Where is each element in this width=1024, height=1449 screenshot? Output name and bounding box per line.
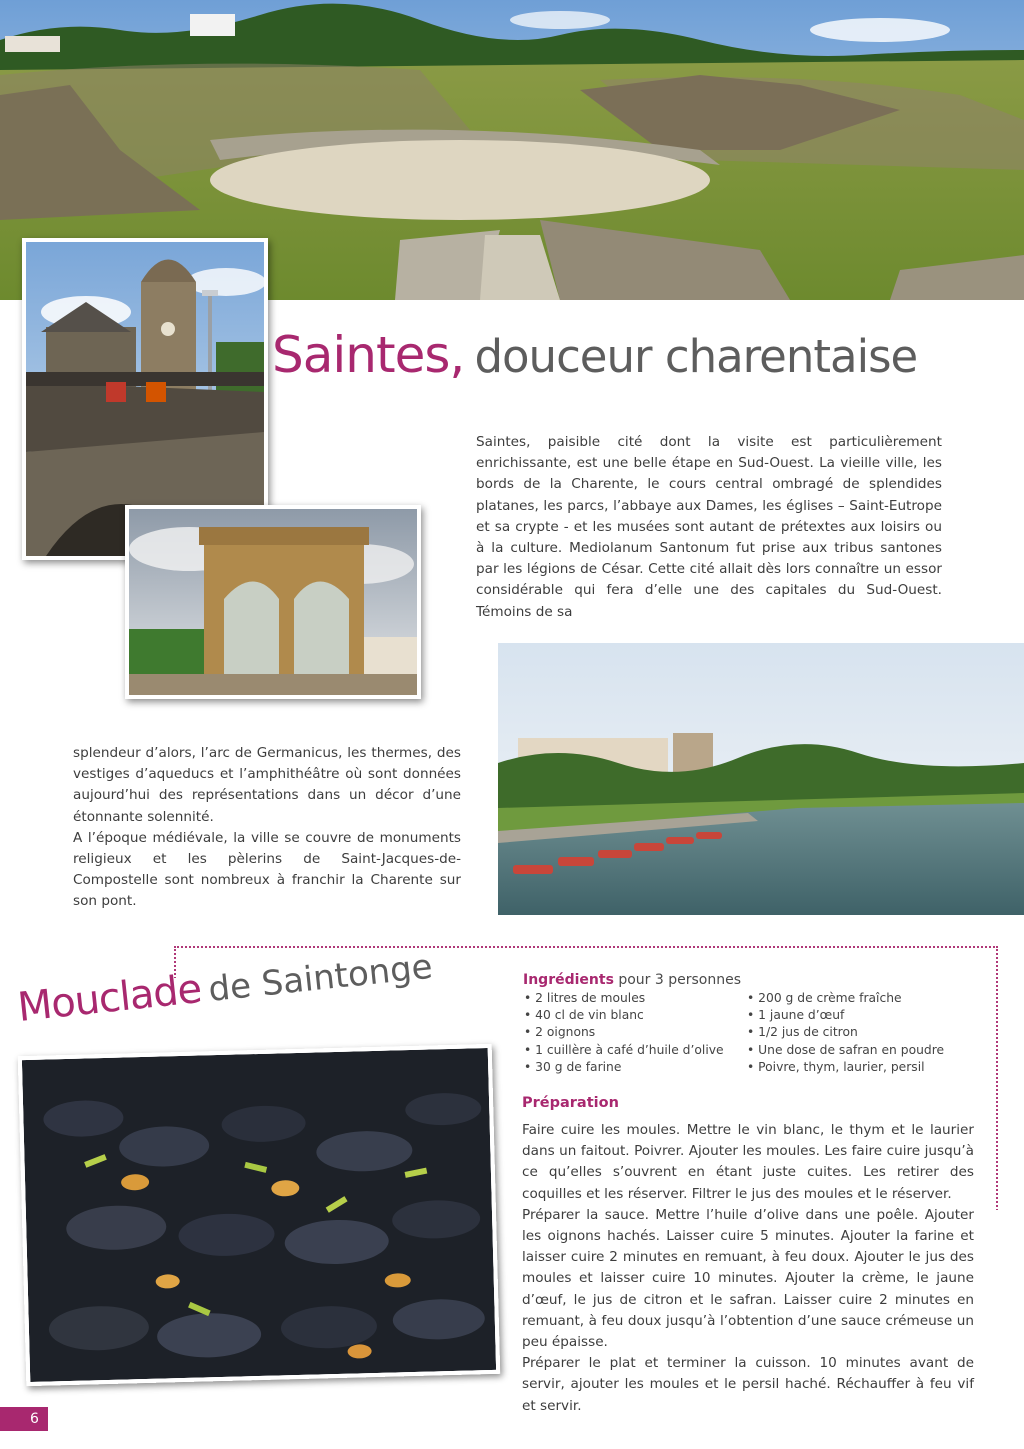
ingredient-item: • 30 g de farine	[524, 1059, 724, 1076]
intro-paragraph: Saintes, paisible cité dont la visite est particulièrement enrichissante, est une belle étape en Sud-Ouest. La vieille ville, les bords de la Charente, le cours central ombragé de splendides platanes, les parcs, l’abbaye aux Dames, les églises – Saint-Eutrope et sa crypte - et les musées sont autant de prétextes aux loisirs ou à la culture. Mediolanum Santonum fut prise aux tribus santones par les légions de César. Cette cité allait dès lors connaître un essor considérable qui fera d’elle une des capitales du Sud-Ouest. Témoins de sa	[476, 434, 942, 620]
ingredient-item: • 200 g de crème fraîche	[747, 990, 944, 1007]
ingredients-list-2	[747, 990, 944, 1076]
intro-paragraph-2: splendeur d’alors, l’arc de Germanicus, les thermes, des vestiges d’aqueducs et l’amphithéâtre où sont données aujourd’hui des représentations dans un décor d’une étonnante solennité.	[73, 745, 461, 825]
preparation-step: Préparer la sauce. Mettre l’huile d’olive dans une poêle. Ajouter les oignons hachés. Laisser cuire 5 minutes. Ajouter la farine et laisser cuire 2 minutes en remuant, à feu doux. Ajouter le jus des moules et laisser cuire 10 minutes. Ajouter la crème, le jaune d’œuf, le jus de citron et le safran. Laisser cuire 2 minutes en remuant, à feu doux jusqu’à l’obtention d’une sauce crémeuse un peu épaisse.	[522, 1206, 974, 1351]
intro-paragraph-3: A l’époque médiévale, la ville se couvre de monuments religieux et les pèlerins de Saint-Jacques-de-Compostelle sont nombreux à franchir la Charente sur son pont.	[73, 829, 461, 910]
ingredient-item: • Poivre, thym, laurier, persil	[747, 1059, 944, 1076]
ingredient-item: • 2 litres de moules	[524, 990, 724, 1007]
arch-of-germanicus-photo	[125, 505, 421, 699]
ingredients-list-1	[524, 990, 724, 1076]
page-title	[272, 326, 918, 384]
preparation-step: Préparer le plat et terminer la cuisson. 10 minutes avant de servir, ajouter les moules et le persil haché. Réchauffer à feu vif et servir.	[522, 1355, 974, 1414]
ingredient-item: • Une dose de safran en poudre	[747, 1042, 944, 1059]
ingredient-item: • 1 cuillère à café d’huile d’olive	[524, 1042, 724, 1059]
charente-river-photo	[498, 643, 1024, 915]
ingredients-heading	[523, 972, 741, 988]
ingredient-item: • 1 jaune d’œuf	[747, 1007, 944, 1024]
recipe-title-sub: de Saintonge	[206, 946, 435, 1010]
preparation-text	[522, 1120, 974, 1417]
ingredients-servings: pour 3 personnes	[618, 972, 742, 988]
intro-continuation	[73, 743, 461, 913]
page-number: 6	[0, 1407, 48, 1431]
ingredients-label: Ingrédients	[523, 972, 614, 988]
ingredient-item: • 2 oignons	[524, 1024, 724, 1041]
preparation-heading: Préparation	[522, 1095, 619, 1111]
preparation-step: Faire cuire les moules. Mettre le vin blanc, le thym et le laurier dans un faitout. Poivrer. Ajouter les moules. Les faire cuire jusqu’à ce qu’elles s’ouvrent en étant juste cuites. Les retirer des coquilles et les réserver. Filtrer le jus des moules et le réserver.	[522, 1122, 974, 1202]
page-title-main: Saintes,	[272, 326, 465, 384]
ingredient-item: • 1/2 jus de citron	[747, 1024, 944, 1041]
ingredient-item: • 40 cl de vin blanc	[524, 1007, 724, 1024]
mussels-photo	[18, 1044, 500, 1386]
recipe-title-main: Mouclade	[15, 966, 204, 1031]
page-title-sub: douceur charentaise	[474, 330, 918, 383]
